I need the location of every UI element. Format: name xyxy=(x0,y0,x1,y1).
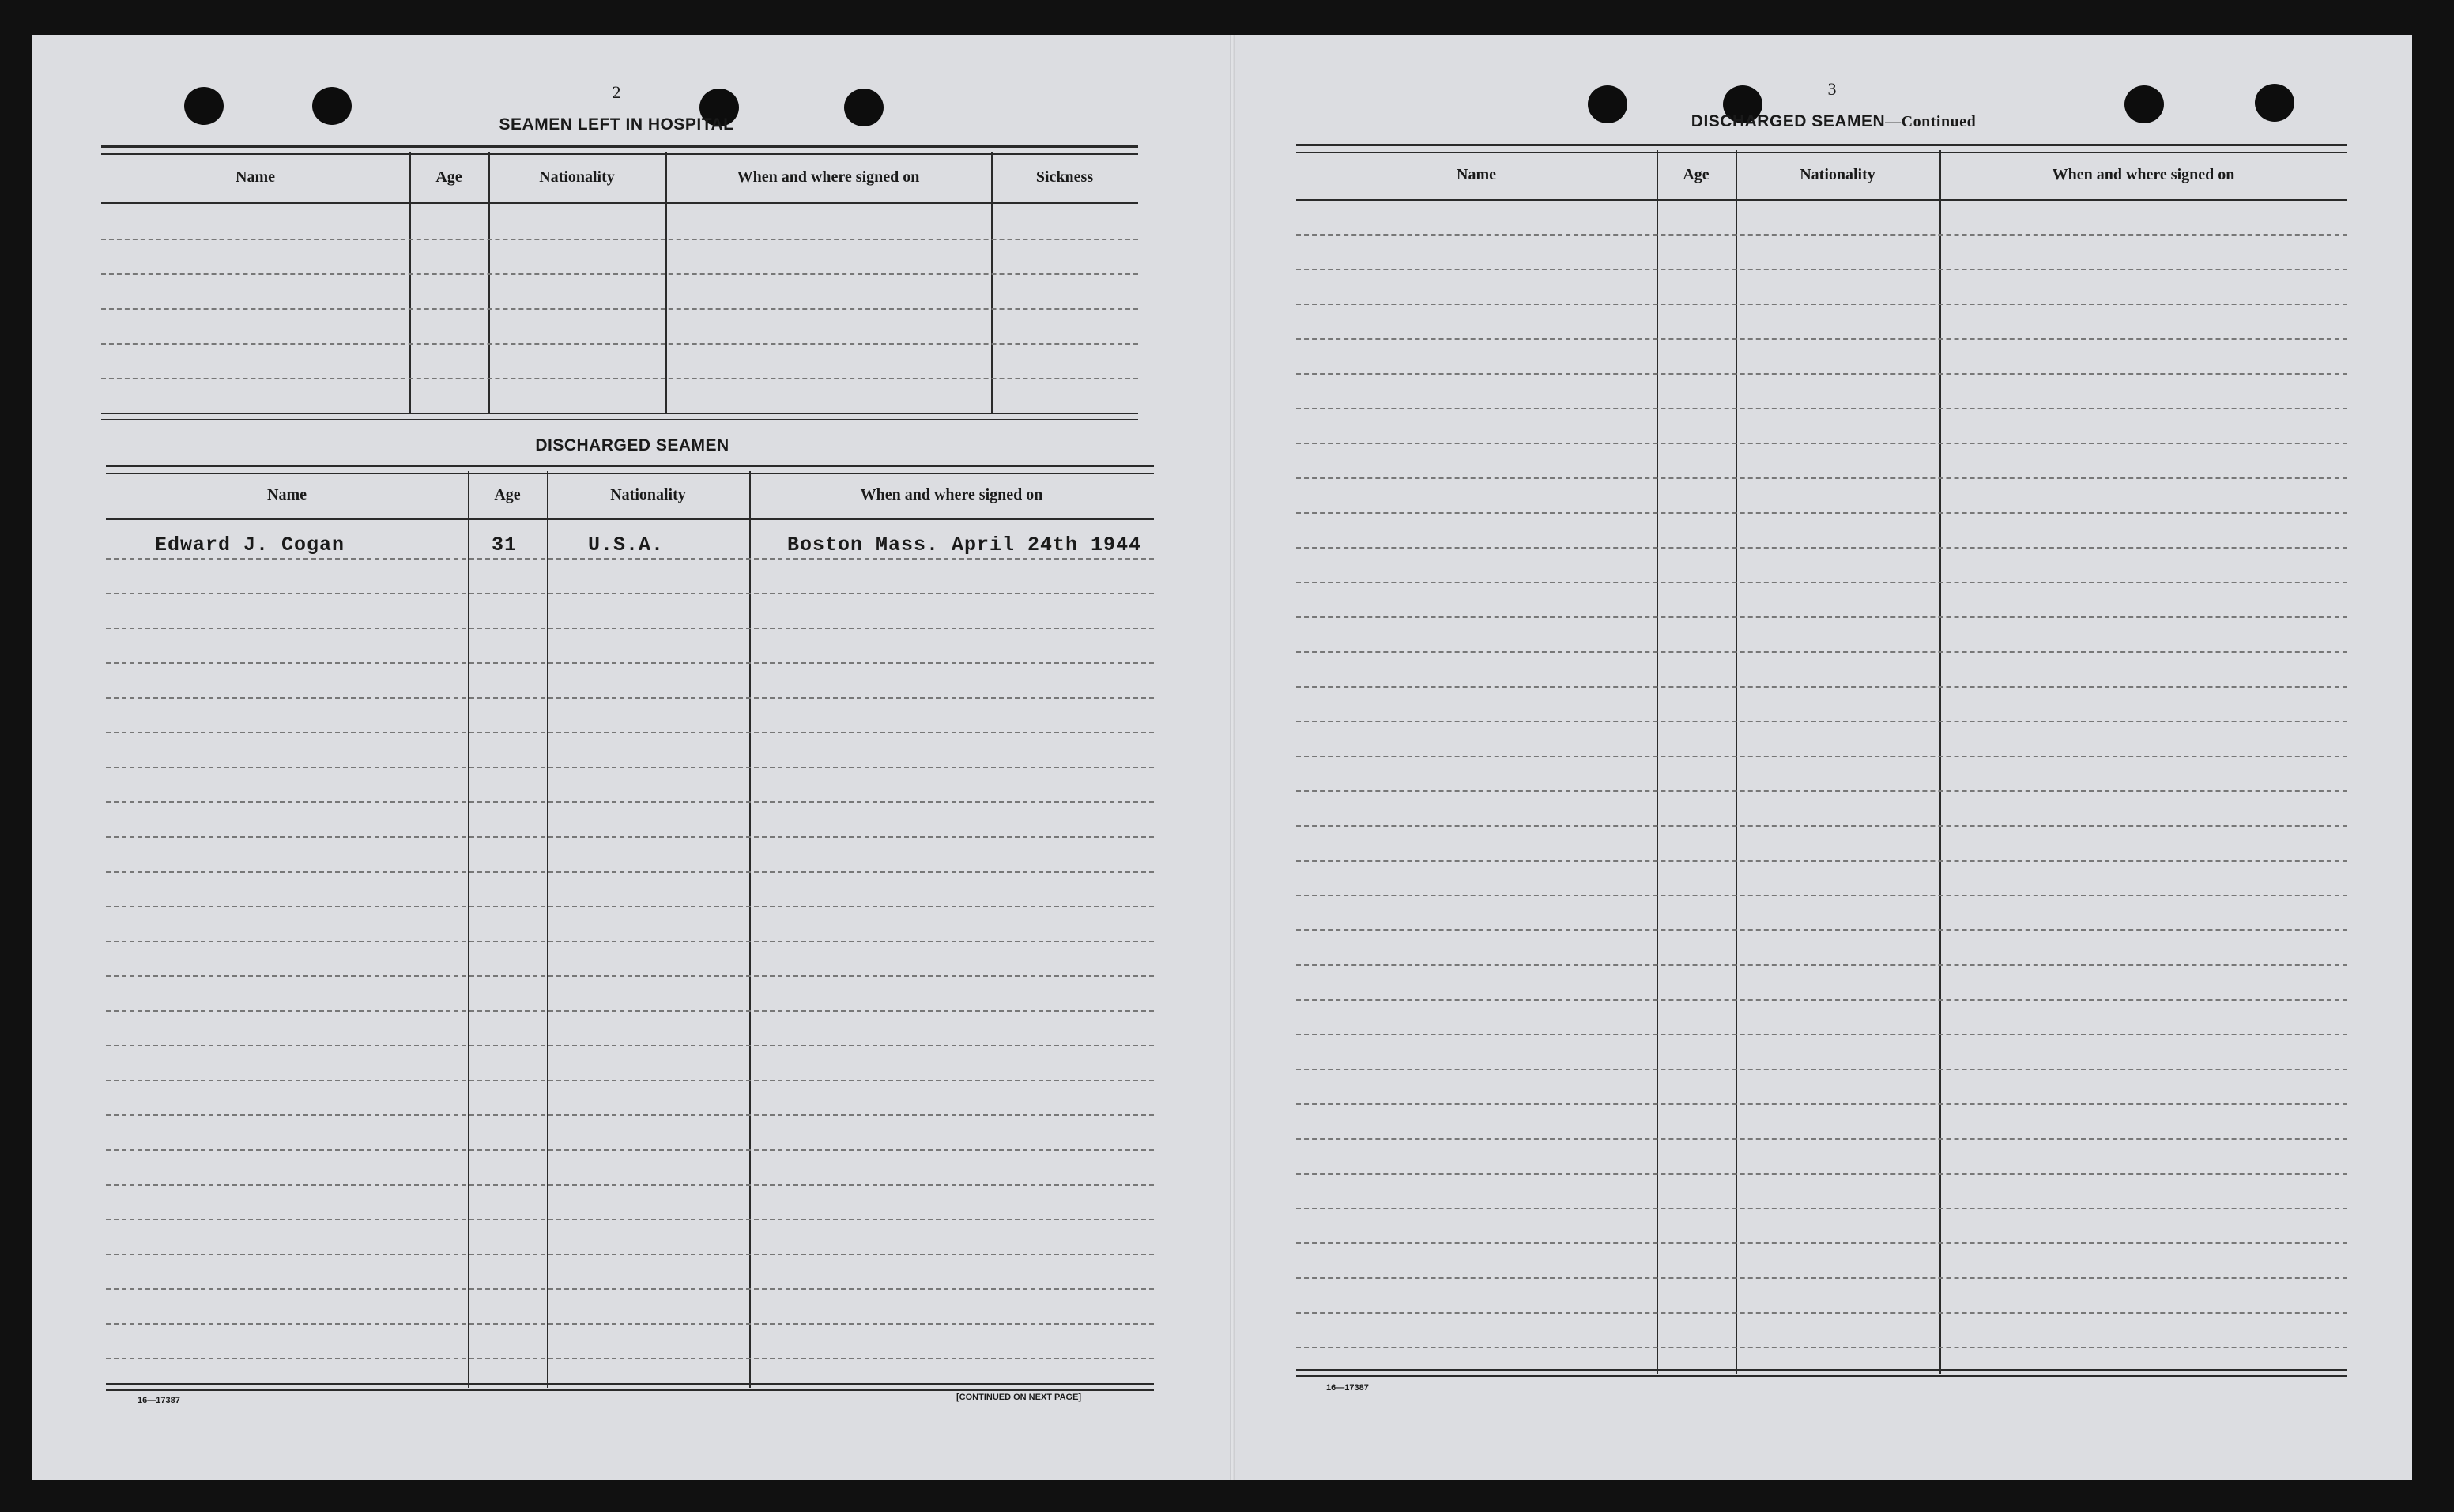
hospital-section-title: SEAMEN LEFT IN HOSPITAL xyxy=(499,115,734,134)
column-header: Name xyxy=(267,485,307,503)
form-number: 16—17387 xyxy=(1326,1383,1369,1393)
seaman-signed-on: Boston Mass. April 24th 1944 xyxy=(787,534,1142,556)
column-header: Sickness xyxy=(1035,168,1094,186)
hospital-table xyxy=(101,145,1138,419)
column-header: Age xyxy=(435,168,462,186)
column-header: When and where signed on xyxy=(2052,165,2235,183)
page-fold xyxy=(1230,35,1235,1480)
column-header: Nationality xyxy=(1800,165,1875,183)
form-number: 16—17387 xyxy=(138,1396,180,1405)
discharged-continued-header xyxy=(1296,152,2347,198)
discharged-section-title: DISCHARGED SEAMEN xyxy=(535,436,729,454)
section-title-main: DISCHARGED SEAMEN xyxy=(1691,112,1886,130)
page-number: 3 xyxy=(1827,79,1837,99)
column-header: Age xyxy=(494,485,521,503)
left-page xyxy=(71,0,1162,1512)
column-header: Nationality xyxy=(539,168,615,186)
column-header: When and where signed on xyxy=(737,168,920,186)
column-header: Nationality xyxy=(610,485,686,503)
discharged-table xyxy=(106,465,1154,1394)
continued-note: [CONTINUED ON NEXT PAGE] xyxy=(956,1393,1082,1402)
column-header: Name xyxy=(1457,165,1496,183)
section-title-suffix: —Continued xyxy=(1885,113,1977,130)
column-header: When and where signed on xyxy=(860,485,1043,503)
column-header: Age xyxy=(1683,165,1710,183)
continued-section-title xyxy=(1612,112,2055,131)
seaman-age: 31 xyxy=(492,534,518,556)
page-number: 2 xyxy=(612,82,621,102)
seaman-nationality: U.S.A. xyxy=(588,534,665,556)
discharged-table-header xyxy=(106,473,1154,517)
discharged-continued-table xyxy=(1296,144,2347,1378)
table-row xyxy=(106,528,1154,556)
hospital-table-header xyxy=(101,153,1138,201)
right-page xyxy=(1272,0,2363,1512)
seaman-name: Edward J. Cogan xyxy=(155,534,345,556)
column-header: Name xyxy=(236,168,275,186)
